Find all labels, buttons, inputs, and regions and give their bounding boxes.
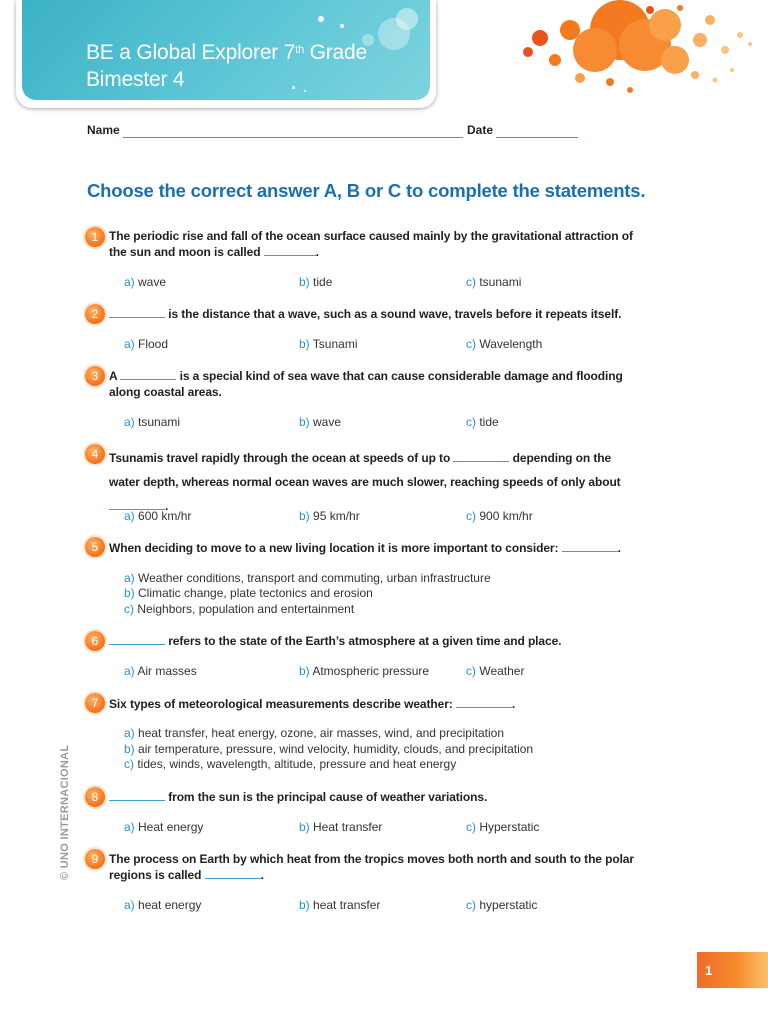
question-text: from the sun is the principal cause of weather variations. [109, 789, 644, 805]
instructions-heading: Choose the correct answer A, B or C to complete the statements. [87, 180, 646, 201]
question-text: A is a special kind of sea wave that can cause considerable damage and flooding along coastal areas. [109, 369, 623, 399]
question-text: refers to the state of the Earth’s atmosphere at a given time and place. [109, 633, 644, 649]
option-c[interactable]: c) Weather [466, 664, 525, 678]
question-number-badge: 4 [85, 444, 105, 464]
question-number-badge: 3 [85, 366, 105, 386]
header-banner [22, 0, 430, 100]
name-label: Name [87, 123, 120, 137]
option-a[interactable]: a) Heat energy [124, 820, 204, 834]
question-number-badge: 7 [85, 693, 105, 713]
decor-dot [318, 16, 324, 22]
date-label: Date [467, 123, 494, 137]
question-number-badge: 8 [85, 787, 105, 807]
option-b[interactable]: b) Atmospheric pressure [299, 664, 430, 678]
option-c[interactable]: c) Neighbors, population and entertainment [124, 602, 355, 616]
answer-blank[interactable] [109, 634, 165, 645]
option-b[interactable]: b) wave [299, 415, 342, 429]
answer-blank[interactable] [456, 697, 512, 708]
option-a[interactable]: a) 600 km/hr [124, 509, 192, 523]
option-b[interactable]: b) Climatic change, plate tectonics and erosion [124, 586, 373, 600]
option-c[interactable]: c) tide [466, 415, 499, 429]
question-number-badge: 2 [85, 304, 105, 324]
answer-blank[interactable] [120, 369, 176, 380]
orange-splash-decoration [500, 0, 768, 110]
question-text: is the distance that a wave, such as a sound wave, travels before it repeats itself. [109, 306, 644, 322]
page-number: 1 [705, 963, 713, 978]
option-b[interactable]: b) Heat transfer [299, 820, 383, 834]
option-b[interactable]: b) heat transfer [299, 898, 381, 912]
option-b[interactable]: b) tide [299, 275, 333, 289]
answer-blank[interactable] [205, 868, 261, 879]
decor-dot [340, 24, 344, 28]
answer-blank[interactable] [562, 541, 618, 552]
option-a[interactable]: a) wave [124, 275, 167, 289]
option-c[interactable]: c) 900 km/hr [466, 509, 533, 523]
option-a[interactable]: a) tsunami [124, 415, 181, 429]
option-a[interactable]: a) Air masses [124, 664, 197, 678]
option-a[interactable]: a) heat energy [124, 898, 202, 912]
answer-blank[interactable] [109, 307, 165, 318]
copyright-vertical: © UNO INTERNACIONAL [59, 744, 71, 880]
option-c[interactable]: c) tsunami [466, 275, 522, 289]
option-c[interactable]: c) hyperstatic [466, 898, 538, 912]
option-b[interactable]: b) Tsunami [299, 337, 358, 351]
decor-bubble [396, 8, 418, 30]
option-c[interactable]: c) tides, winds, wavelength, altitude, pressure and heat energy [124, 757, 457, 771]
question-text: Tsunamis travel rapidly through the ocean at speeds of up to depending on the water depth, whereas normal ocean waves are much slower, reaching speeds of only about . [109, 451, 621, 513]
question-number-badge: 5 [85, 537, 105, 557]
option-a[interactable]: a) heat transfer, heat energy, ozone, air masses, wind, and precipitation [124, 726, 505, 740]
option-a[interactable]: a) Weather conditions, transport and commuting, urban infrastructure [124, 571, 491, 585]
option-c[interactable]: c) Wavelength [466, 337, 543, 351]
question-text: The process on Earth by which heat from the tropics moves both north and south to the polar regions is called . [109, 852, 634, 882]
page-number-box [697, 952, 768, 988]
answer-blank[interactable] [109, 790, 165, 801]
option-a[interactable]: a) Flood [124, 337, 169, 351]
page-title: BE a Global Explorer 7th Grade Bimester 4 [86, 41, 367, 91]
date-field[interactable] [496, 137, 578, 138]
question-text: When deciding to move to a new living location it is more important to consider: . [109, 541, 621, 555]
answer-blank[interactable] [264, 245, 316, 256]
question-text: Six types of meteorological measurements describe weather: . [109, 697, 516, 711]
question-number-badge: 6 [85, 631, 105, 651]
option-b[interactable]: b) 95 km/hr [299, 509, 360, 523]
option-c[interactable]: c) Hyperstatic [466, 820, 540, 834]
name-field[interactable] [123, 137, 463, 138]
answer-blank[interactable] [453, 451, 509, 462]
question-number-badge: 9 [85, 849, 105, 869]
option-b[interactable]: b) air temperature, pressure, wind velocity, humidity, clouds, and precipitation [124, 742, 534, 756]
question-number-badge: 1 [85, 227, 105, 247]
question-text: The periodic rise and fall of the ocean surface caused mainly by the gravitational attraction of the sun and moon is called . [109, 229, 633, 259]
